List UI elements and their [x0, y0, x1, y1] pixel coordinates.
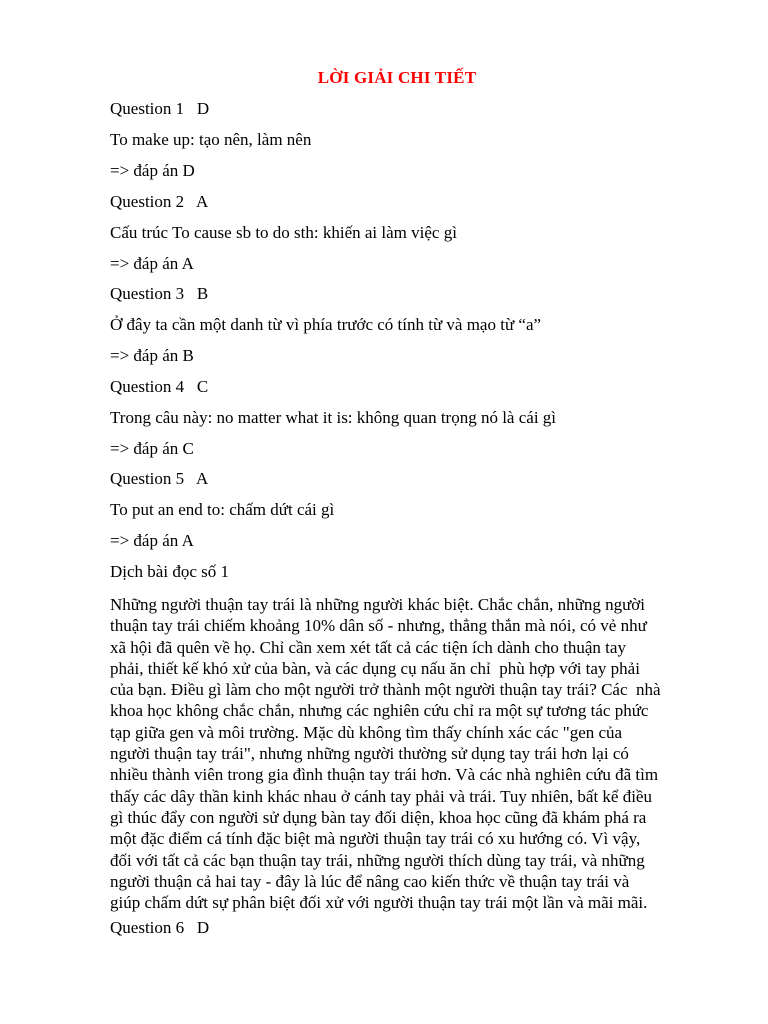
paragraph-line: một đặc điểm cá tính đặc biệt mà người thuận tay trái có xu hướng có. Vì vậy, [110, 829, 641, 849]
question-1-answer: => đáp án D [110, 161, 195, 180]
paragraph-line: giúp chấm dứt sự phân biệt đối xử với người thuận tay trái một lần và mãi mãi. [110, 893, 648, 913]
paragraph-line: gì thúc đẩy con người sử dụng bàn tay đối diện, khoa học cũng đã khám phá ra [110, 807, 647, 827]
question-2-answer: => đáp án A [110, 254, 194, 273]
paragraph-line: tạp giữa gen và môi trường. Mặc dù không tìm thấy chính xác các "gen của [110, 722, 623, 742]
paragraph-line: nhiều thành viên trong gia đình thuận tay trái hơn. Và các nhà nghiên cứu đã tìm [110, 765, 659, 785]
paragraph-line: của bạn. Điều gì làm cho một người trở thành một người thuận tay trái? Các nhà [110, 680, 661, 700]
reading-translation-heading: Dịch bài đọc số 1 [110, 562, 229, 581]
paragraph-line: Những người thuận tay trái là những người khác biệt. Chắc chắn, những người [110, 595, 646, 614]
question-1-heading: Question 1 D [110, 99, 210, 118]
question-4-heading: Question 4 C [110, 377, 209, 396]
question-2-heading: Question 2 A [110, 192, 209, 211]
question-3-heading: Question 3 B [110, 284, 209, 303]
question-6-heading: Question 6 D [110, 918, 210, 937]
question-5-answer: => đáp án A [110, 531, 194, 550]
question-3-explanation: Ở đây ta cần một danh từ vì phía trước có tính từ và mạo từ “a” [110, 315, 542, 334]
question-4-explanation: Trong câu này: no matter what it is: không quan trọng nó là cái gì [110, 408, 557, 427]
paragraph-line: đối với tất cả các bạn thuận tay trái, những người thích dùng tay trái, và những [110, 850, 645, 870]
question-2-explanation: Cấu trúc To cause sb to do sth: khiến ai làm việc gì [110, 223, 457, 242]
paragraph-line: xã hội đã quên về họ. Chỉ cần xem xét tất cả các tiện ích dành cho thuận tay [110, 637, 626, 657]
question-5-heading: Question 5 A [110, 469, 209, 488]
question-1-explanation: To make up: tạo nên, làm nên [110, 130, 312, 149]
question-3-answer: => đáp án B [110, 346, 194, 365]
question-4-answer: => đáp án C [110, 439, 194, 458]
paragraph-line: người thuận cả hai tay - đây là lúc để nâng cao kiến thức về thuận tay trái và [110, 871, 630, 891]
paragraph-line: người thuận tay trái", nhưng những người thường sử dụng tay trái hơn lại có [110, 744, 629, 764]
page-title: LỜI GIẢI CHI TIẾT [317, 68, 477, 87]
reading-translation-paragraph [110, 594, 710, 913]
question-5-explanation: To put an end to: chấm dứt cái gì [110, 500, 335, 519]
paragraph-line: phải, thiết kế khó xử của bàn, và các dụng cụ nấu ăn chỉ phù hợp với tay phải [110, 658, 640, 678]
paragraph-line: thấy các dây thần kinh khác nhau ở cánh tay phải và trái. Tuy nhiên, bất kể điều [110, 786, 652, 806]
paragraph-line: thuận tay trái chiếm khoảng 10% dân số - nhưng, thẳng thắn mà nói, có vẻ như [110, 616, 647, 636]
paragraph-line: khoa học không chắc chắn, nhưng các nghiên cứu chỉ ra một sự tương tác phức [110, 701, 649, 721]
